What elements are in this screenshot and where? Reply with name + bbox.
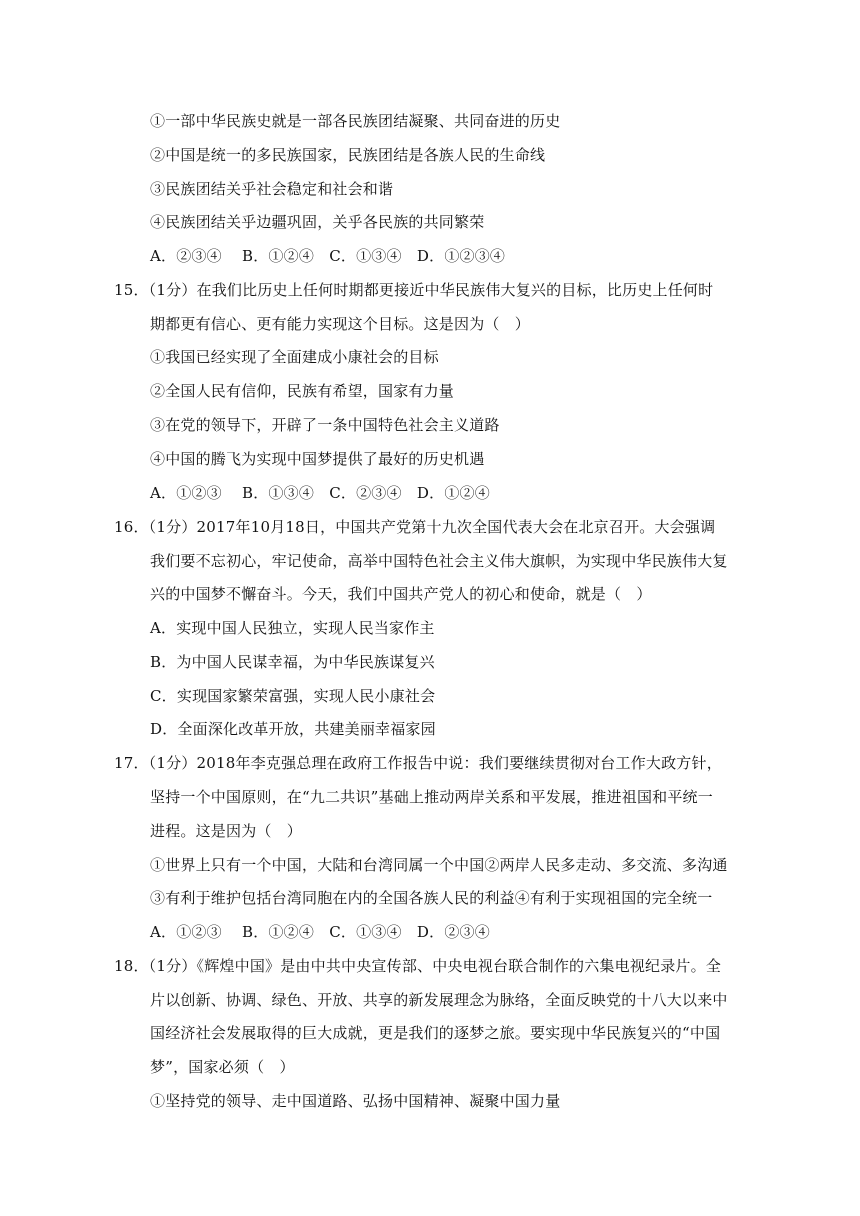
- q14-option-4: ④民族团结关乎边疆巩固，关乎各民族的共同繁荣: [150, 213, 485, 231]
- q17-options-1-2: ①世界上只有一个中国，大陆和台湾同属一个中国②两岸人民多走动、多交流、多沟通: [150, 856, 728, 874]
- q16-stem-line-1: 16．（1分）2017年10月18日，中国共产党第十九次全国代表大会在北京召开。大会强调: [114, 518, 716, 536]
- q14-option-2: ②中国是统一的多民族国家，民族团结是各族人民的生命线: [150, 146, 546, 164]
- q14-option-3: ③民族团结关乎社会稳定和社会和谐: [150, 180, 394, 198]
- q16-option-c: C．实现国家繁荣富强，实现人民小康社会: [150, 687, 436, 705]
- q15-option-1: ①我国已经实现了全面建成小康社会的目标: [150, 348, 439, 366]
- q18-stem-line-2: 片以创新、协调、绿色、开放、共享的新发展理念为脉络，全面反映党的十八大以来中: [150, 991, 728, 1009]
- q15-stem-line-2: 期都更有信心、更有能力实现这个目标。这是因为（ ）: [150, 315, 531, 333]
- q15-stem-line-1: 15．（1分）在我们比历史上任何时期都更接近中华民族伟大复兴的目标，比历史上任何时: [114, 281, 714, 299]
- q17-stem-line-3: 进程。这是因为（ ）: [150, 822, 303, 840]
- q15-choices: A．①②③ B．①③④ C．②③④ D．①②④: [150, 484, 490, 502]
- q14-option-1: ①一部中华民族史就是一部各民族团结凝聚、共同奋进的历史: [150, 112, 561, 130]
- q18-stem-line-4: 梦”，国家必须（ ）: [150, 1058, 295, 1076]
- q16-option-b: B．为中国人民谋幸福，为中华民族谋复兴: [150, 653, 435, 671]
- q17-stem-line-2: 坚持一个中国原则，在“九二共识”基础上推动两岸关系和平发展，推进祖国和平统一: [150, 788, 713, 806]
- q17-choices: A．①②③ B．①②④ C．①③④ D．②③④: [150, 923, 490, 941]
- q16-stem-line-2: 我们要不忘初心，牢记使命，高举中国特色社会主义伟大旗帜，为实现中华民族伟大复: [150, 552, 728, 570]
- q16-stem-line-3: 兴的中国梦不懈奋斗。今天，我们中国共产党人的初心和使命，就是（ ）: [150, 585, 652, 603]
- q15-option-4: ④中国的腾飞为实现中国梦提供了最好的历史机遇: [150, 450, 485, 468]
- q15-option-2: ②全国人民有信仰，民族有希望，国家有力量: [150, 382, 455, 400]
- q16-option-a: A．实现中国人民独立，实现人民当家作主: [150, 619, 435, 637]
- q18-stem-line-1: 18．（1分）《辉煌中国》是由中共中央宣传部、中央电视台联合制作的六集电视纪录片。全: [114, 957, 722, 975]
- q14-choices: A．②③④ B．①②④ C．①③④ D．①②③④: [150, 247, 506, 265]
- q17-options-3-4: ③有利于维护包括台湾同胞在内的全国各族人民的利益④有利于实现祖国的完全统一: [150, 889, 713, 907]
- q16-option-d: D．全面深化改革开放，共建美丽幸福家园: [150, 720, 436, 738]
- q18-stem-line-3: 国经济社会发展取得的巨大成就，更是我们的逐梦之旅。要实现中华民族复兴的“中国: [150, 1024, 721, 1042]
- q18-option-1: ①坚持党的领导、走中国道路、弘扬中国精神、凝聚中国力量: [150, 1092, 561, 1110]
- q15-option-3: ③在党的领导下，开辟了一条中国特色社会主义道路: [150, 416, 500, 434]
- q17-stem-line-1: 17．（1分）2018年李克强总理在政府工作报告中说：我们要继续贯彻对台工作大政方针，: [114, 754, 722, 772]
